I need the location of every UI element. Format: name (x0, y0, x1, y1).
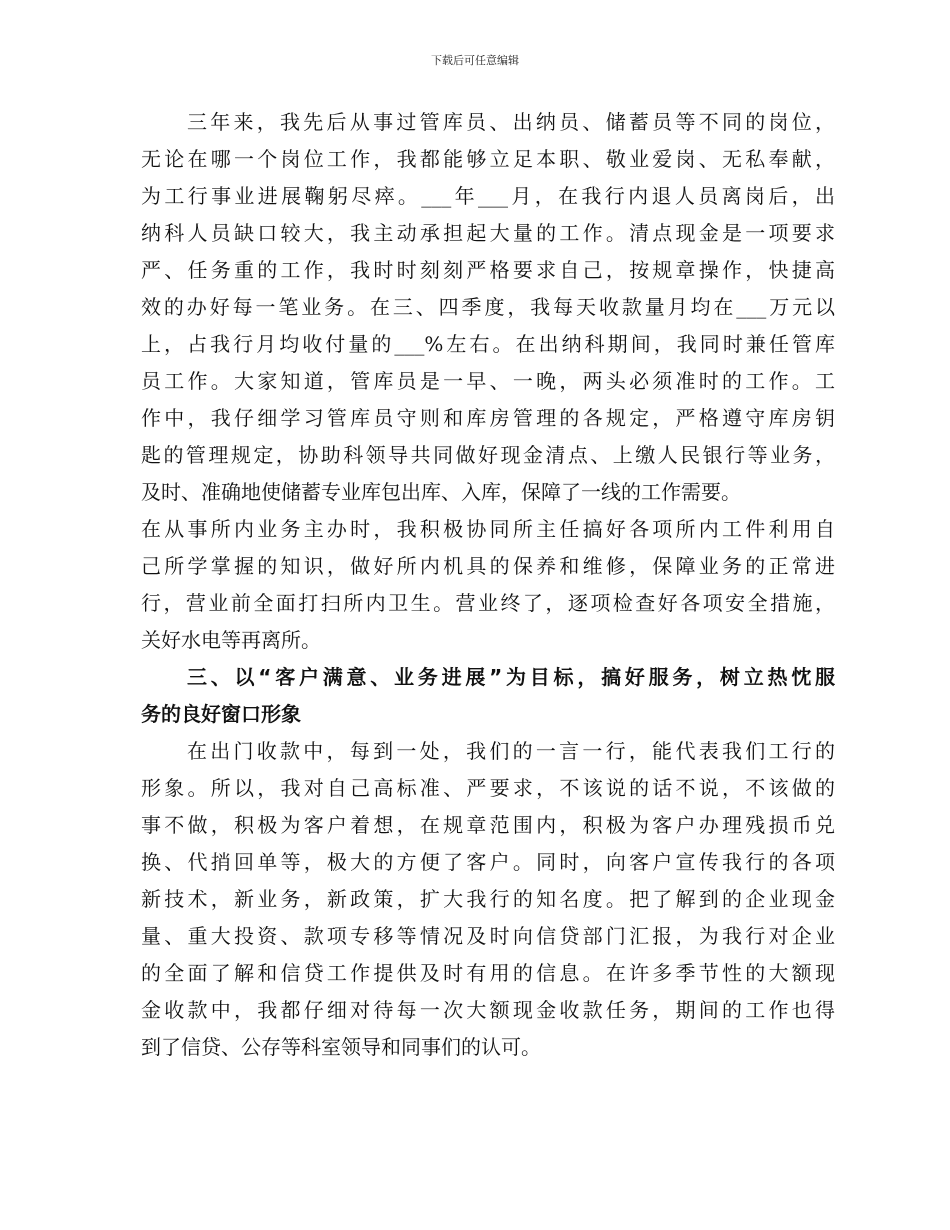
text-line: 无论在哪一个岗位工作，我都能够立足本职、敬业爱岗、无私奉献， (141, 147, 835, 171)
text-line: 的全面了解和信贷工作提供及时有用的信息。在许多季节性的大额现 (141, 961, 835, 985)
text-line: 为工行事业进展鞠躬尽瘁。___年___月，在我行内退人员离岗后，出 (141, 184, 835, 208)
heading-line: 三、以“客户满意、业务进展”为目标，搞好服务，树立热忱服 (187, 665, 835, 689)
text-line: 换、代捎回单等，极大的方便了客户。同时，向客户宣传我行的各项 (141, 850, 835, 874)
text-line: 三年来，我先后从事过管库员、出纳员、储蓄员等不同的岗位， (187, 110, 835, 134)
text-line: 员工作。大家知道，管库员是一早、一晚，两头必须准时的工作。工 (141, 369, 835, 393)
document-body (141, 104, 835, 1066)
text-line: 关好水电等再离所。 (141, 628, 321, 652)
text-line: 作中，我仔细学习管库员守则和库房管理的各规定，严格遵守库房钥 (141, 406, 835, 430)
text-line: 及时、准确地使储蓄专业库包出库、入库，保障了一线的工作需要。 (141, 480, 741, 504)
text-line: 金收款中，我都仔细对待每一次大额现金收款任务，期间的工作也得 (141, 998, 835, 1022)
text-line: 形象。所以，我对自己高标准、严要求，不该说的话不说，不该做的 (141, 776, 835, 800)
text-line: 上，占我行月均收付量的___%左右。在出纳科期间，我同时兼任管库 (141, 332, 835, 356)
paragraph-work-history (141, 104, 835, 659)
text-line: 在出门收款中，每到一处，我们的一言一行，能代表我们工行的 (187, 739, 835, 763)
paragraph-customer-service (141, 733, 835, 1066)
text-line: 效的办好每一笔业务。在三、四季度，我每天收款量月均在___万元以 (141, 295, 835, 319)
text-line: 己所学掌握的知识，做好所内机具的保养和维修，保障业务的正常进 (141, 554, 835, 578)
text-line: 严、任务重的工作，我时时刻刻严格要求自己，按规章操作，快捷高 (141, 258, 835, 282)
text-line: 匙的管理规定，协助科领导共同做好现金清点、上缴人民银行等业务， (141, 443, 835, 467)
page-header: 下载后可任意编辑 (431, 54, 519, 67)
heading-line: 务的良好窗口形象 (141, 702, 301, 726)
text-line: 行，营业前全面打扫所内卫生。营业终了，逐项检查好各项安全措施， (141, 591, 835, 615)
text-line: 纳科人员缺口较大，我主动承担起大量的工作。清点现金是一项要求 (141, 221, 835, 245)
text-line: 事不做，积极为客户着想，在规章范围内，积极为客户办理残损币兑 (141, 813, 835, 837)
text-line: 新技术，新业务，新政策，扩大我行的知名度。把了解到的企业现金 (141, 887, 835, 911)
text-line: 到了信贷、公存等科室领导和同事们的认可。 (141, 1035, 541, 1059)
text-line: 在从事所内业务主办时，我积极协同所主任搞好各项所内工件利用自 (141, 517, 835, 541)
section-heading (141, 659, 835, 733)
text-line: 量、重大投资、款项专移等情况及时向信贷部门汇报，为我行对企业 (141, 924, 835, 948)
